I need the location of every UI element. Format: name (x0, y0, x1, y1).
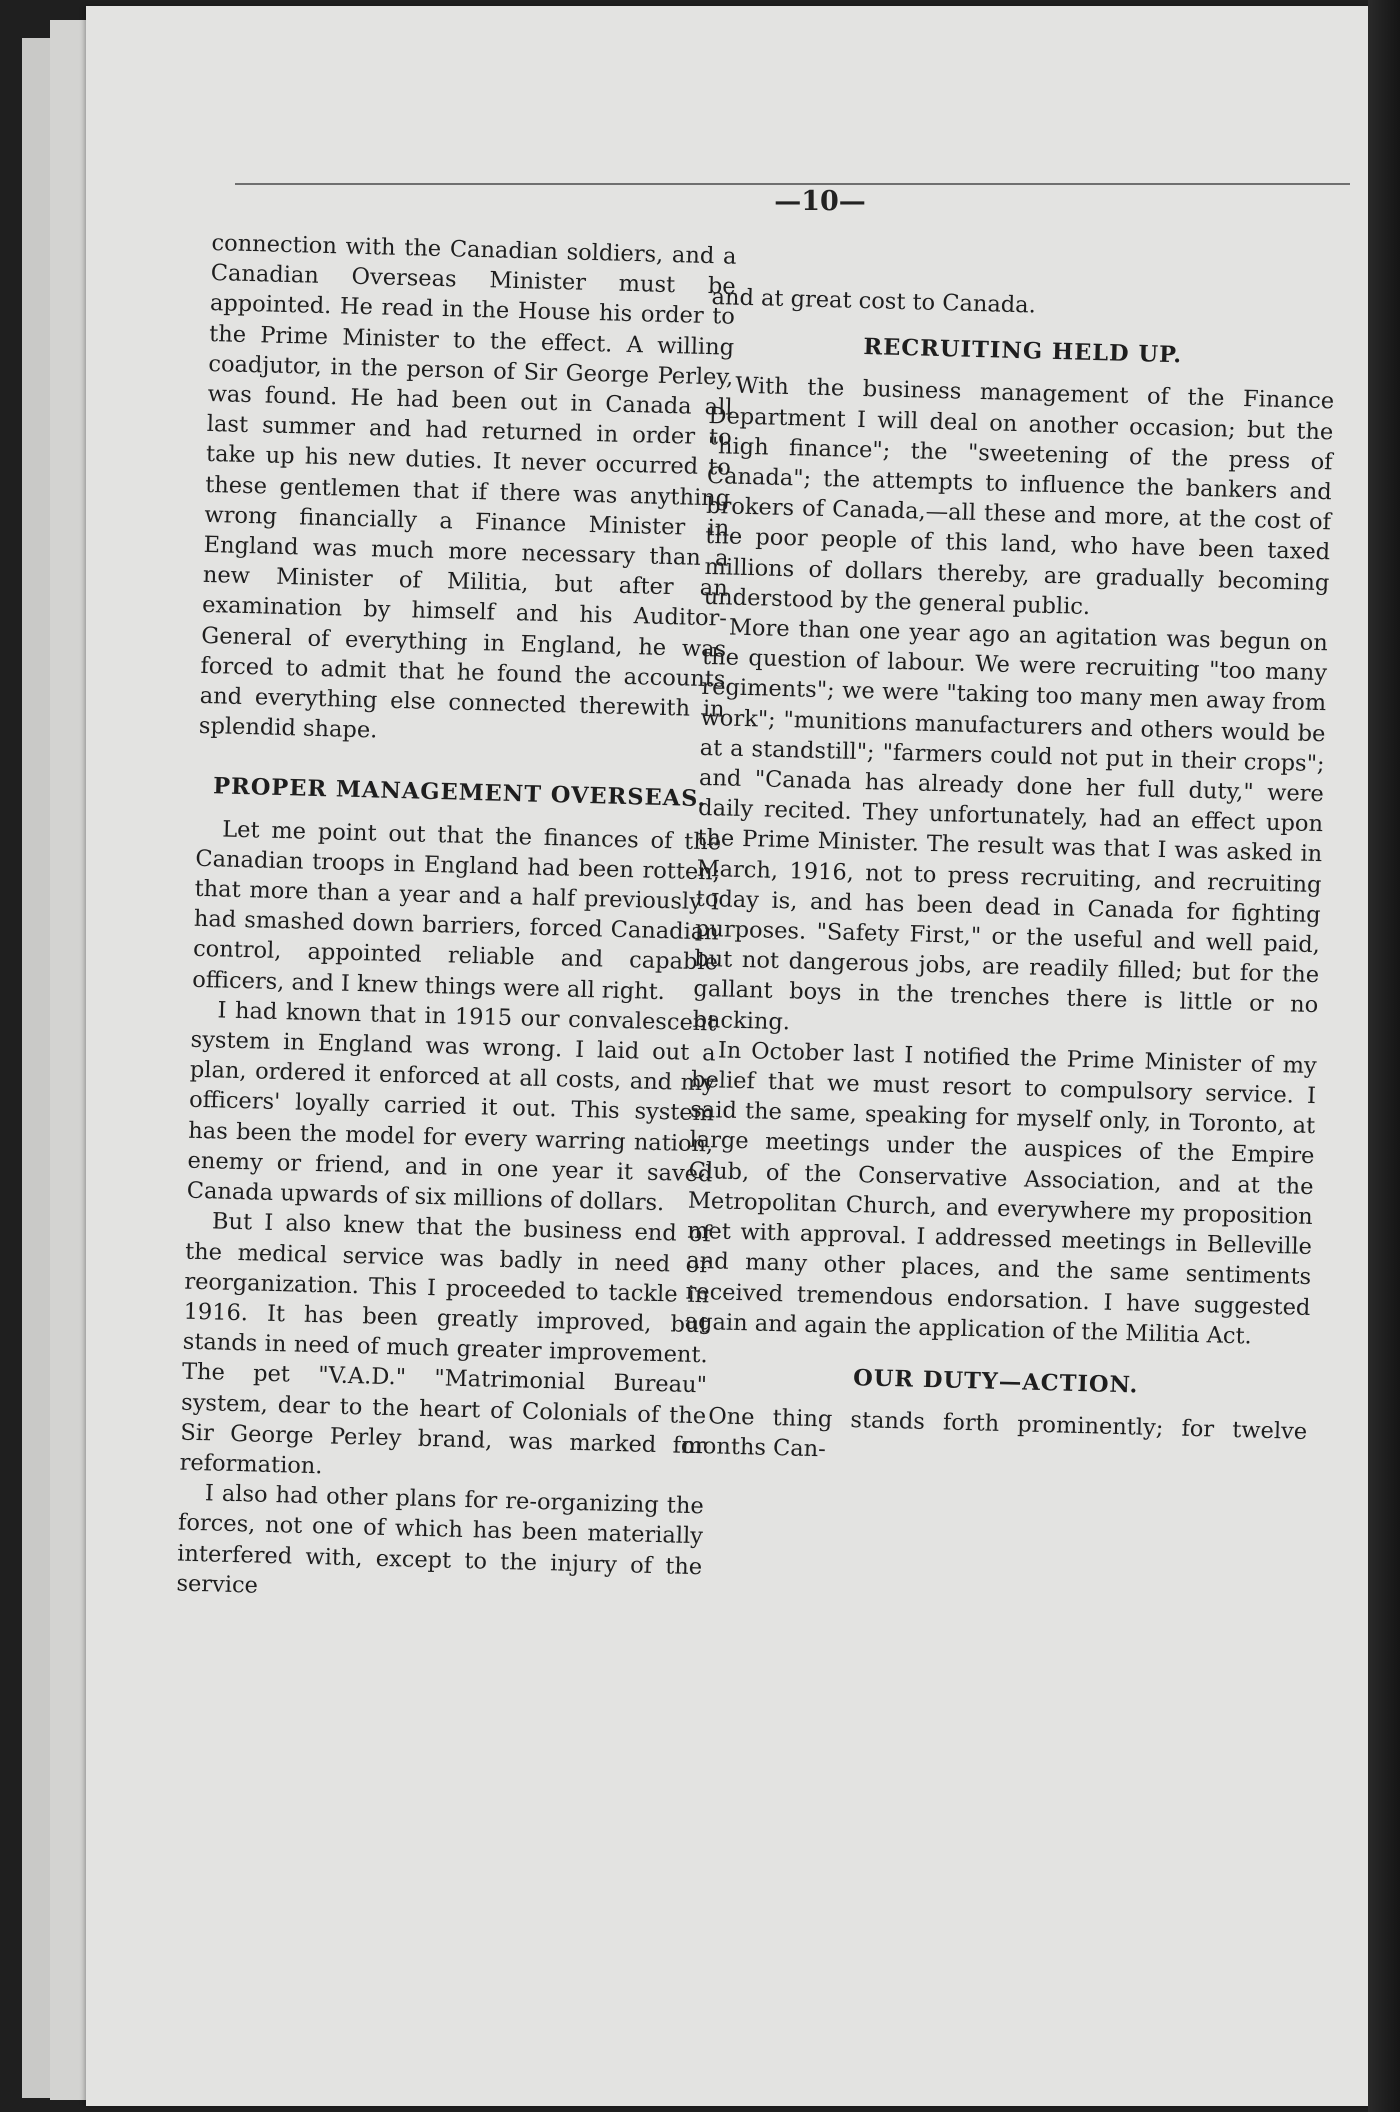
right-paragraph: and at great cost to Canada. (711, 283, 1037, 319)
right-paragraph: More than one year ago an agitation was begun on the question of labour. We were recruiting "too many regiments"; we were "taking too many men away from work"; "munitions manufacturers and others would be at a standstill"; "farmers could not put in their crops"; and "Canada has already done her full duty," were daily recited. They unfortunately, had an effect upon the Prime Minister. The result was that I was asked in March, 1916, not to press recruiting, and recruiting today is, and has been dead in Canada for fighting purposes. "Safety First," or the useful and well paid, but not dangerous jobs, are readily filled; but for the gallant boys in the trenches there is little or no backing. (692, 614, 1329, 1035)
left-paragraph: I also had other plans for re-organizing the forces, not one of which has been materially interfered with, except to the injury of the service (176, 1480, 705, 1599)
section-heading: PROPER MANAGEMENT OVERSEAS. (212, 773, 707, 813)
header-rule (235, 183, 1350, 185)
page-edge-shadow (1368, 0, 1400, 2112)
page-number: —10— (774, 186, 866, 217)
right-column (681, 282, 1337, 1477)
left-paragraph: I had known that in 1915 our convalescent system in England was wrong. I laid out a plan, ordered it enforced at all costs, and my officers' loyally carried it out. This system has been the model for every warring nation, enemy or friend, and in one year it saved Canada upwards of six millions of dollars. (186, 997, 717, 1217)
right-paragraph: With the business management of the Finance Department I will deal on another occasion; but the "high finance"; the "sweetening of the press of Canada"; the attempts to influence the bankers and brokers of Canada,—all these and more, at the cost of the poor people of this land, who have been taxed millions of dollars thereby, are gradually becoming understood by the general public. (703, 373, 1335, 620)
left-paragraph: Let me point out that the finances of the Canadian troops in England had been rotten; that more than a year and a half previously I had smashed down barriers, forced Canadian control, appointed reliable and capable officers, and I knew things were all right. (191, 816, 722, 1005)
left-paragraph: But I also knew that the business end of the medical service was badly in need or reorganization. This I proceeded to tackle in 1916. It has been greatly improved, but stands in need of much greater improvement. The pet "V.A.D." "Matrimonial Bureau" system, dear to the heart of Colonials of the Sir George Perley brand, was marked for reformation. (179, 1208, 712, 1480)
left-paragraph: connection with the Canadian soldiers, and a Canadian Overseas Minister must be appointed. He read in the House his order to the Prime Minister to the effect. A willing coadjutor, in the person of Sir George Perley, was found. He had been out in Canada all last summer and had returned in order to take up his new duties. It never occurred to these gentlemen that if there was anything wrong financially a Finance Minister in England was much more necessary than a new Minister of Militia, but after an examination by himself and his Auditor-General of everything in England, he was forced to admit that he found the accounts and everything else connected therewith in splendid shape. (198, 229, 737, 744)
section-heading: OUR DUTY—ACTION. (852, 1364, 1139, 1399)
section-heading: RECRUITING HELD UP. (863, 334, 1183, 369)
right-paragraph: One thing stands forth prominently; for twelve months Can- (681, 1403, 1308, 1463)
right-paragraph: In October last I notified the Prime Minister of my belief that we must resort to compulsory service. I said the same, speaking for myself only, in Toronto, at large meetings under the auspices of the Empire Club, of the Conservative Association, and at the Metropolitan Church, and everywhere my proposition met with approval. I addressed meetings in Belleville and many other places, and the same sentiments received tremendous endorsation. I have suggested again and again the application of the Militia Act. (684, 1037, 1318, 1350)
left-column (176, 228, 737, 1612)
